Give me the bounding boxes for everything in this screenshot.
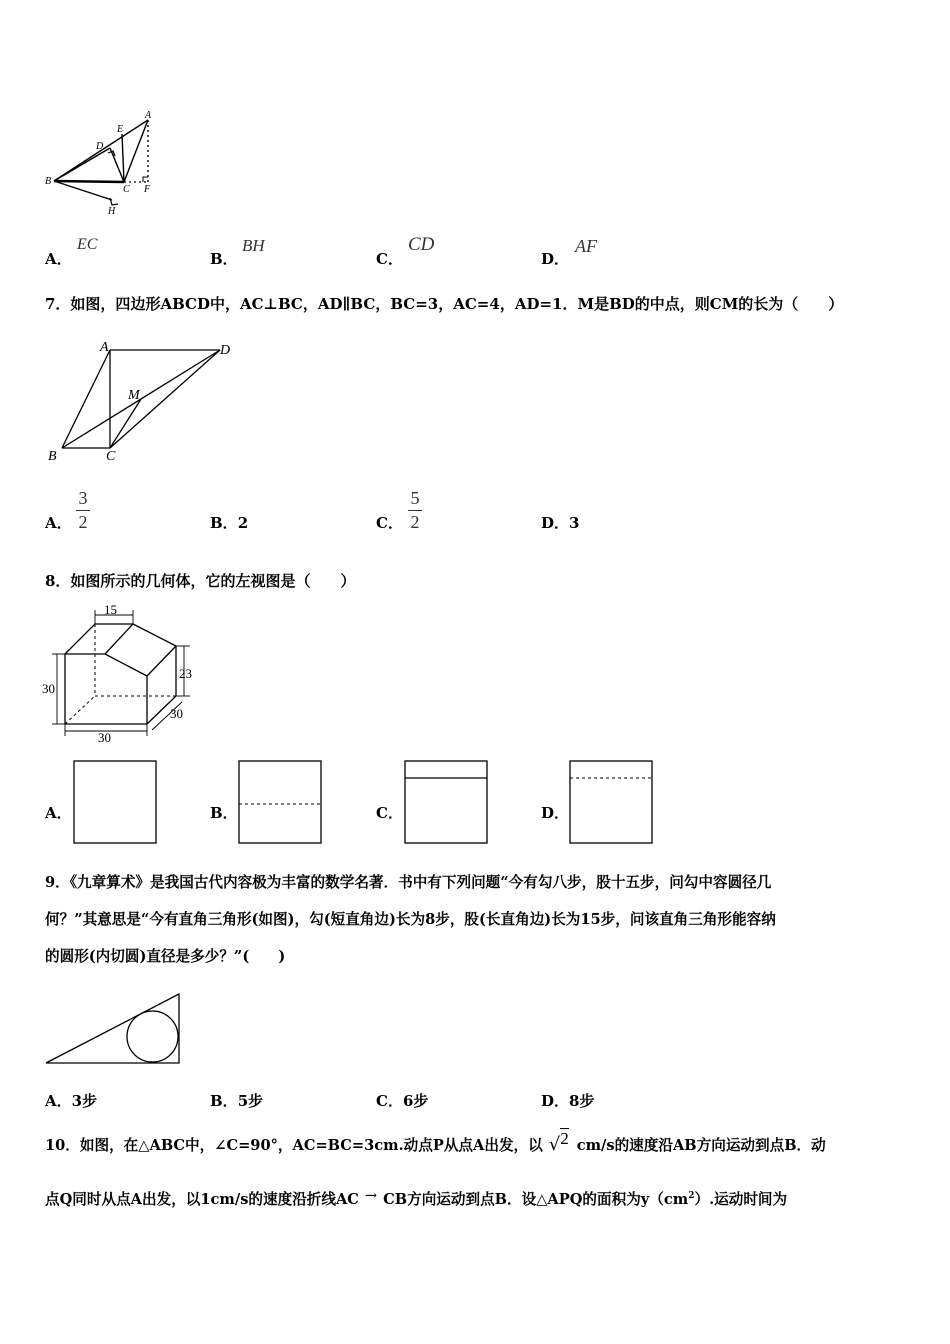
q8-dim-left: 30	[42, 681, 55, 696]
q7-option-c[interactable]	[376, 488, 476, 536]
q8-option-a-view	[73, 760, 159, 846]
q6-option-d-value: AF	[575, 236, 597, 256]
q9-option-b-value: 5步	[237, 1092, 264, 1110]
q8-option-b[interactable]	[210, 760, 325, 846]
q8-dim-top: 15	[104, 602, 117, 617]
q6-option-b-letter: B．	[210, 250, 238, 268]
q7-option-b-value: 2	[237, 514, 249, 532]
q8-option-c-letter: C．	[376, 804, 403, 822]
q6-label-e: E	[117, 124, 124, 135]
q6-label-h: H	[108, 206, 116, 217]
q8-option-a[interactable]	[45, 760, 160, 846]
q6-label-d: D	[96, 141, 104, 152]
q6-label-b: B	[45, 176, 52, 187]
q10-line2-start: 点Q同时从点A出发，以1cm/s的速度沿折线AC	[45, 1190, 359, 1208]
q9-figure	[44, 990, 184, 1066]
q8-dim-right: 23	[179, 666, 192, 681]
q9-option-d-letter: D．	[541, 1092, 570, 1110]
q6-option-b-value: BH	[242, 236, 265, 255]
q8-option-d-view	[569, 760, 655, 846]
q8-option-c[interactable]	[376, 760, 491, 846]
q6-option-b[interactable]	[210, 236, 330, 268]
q6-option-a-value: EC	[77, 236, 98, 253]
q6-option-c-value: CD	[408, 234, 435, 255]
q7-option-a[interactable]	[45, 488, 145, 536]
q8-dim-depth: 30	[170, 706, 183, 721]
q8-option-d[interactable]	[541, 760, 656, 846]
q7-label-c: C	[106, 449, 116, 464]
q6-option-a[interactable]	[45, 236, 165, 268]
q6-option-c[interactable]	[376, 236, 496, 268]
q8-option-c-view	[404, 760, 490, 846]
q7-option-a-letter: A．	[45, 514, 72, 532]
q9-option-a-value: 3步	[71, 1092, 98, 1110]
q8-option-d-letter: D．	[541, 804, 570, 822]
q6-option-d-letter: D．	[541, 250, 570, 268]
q6-option-a-letter: A．	[45, 250, 72, 268]
q9-option-a[interactable]	[45, 1090, 165, 1112]
q7-option-d-value: 3	[569, 514, 580, 532]
q6-option-d[interactable]	[541, 236, 661, 268]
q7-option-b-letter: B．	[210, 514, 238, 532]
q7-label-a: A	[100, 340, 109, 355]
fraction-bar	[76, 510, 90, 511]
q10-line2-end: ）.运动时间为	[694, 1190, 788, 1208]
q9-option-c-value: 6步	[402, 1092, 429, 1110]
q8-option-b-letter: B．	[210, 804, 238, 822]
q6-label-a: A	[145, 110, 152, 121]
q6-option-c-letter: C．	[376, 250, 403, 268]
q7-label-m: M	[128, 388, 140, 403]
q9-option-b-letter: B．	[210, 1092, 238, 1110]
q7-option-d[interactable]	[541, 512, 641, 534]
q9-question-line2: 何？”其意思是“今有直角三角形(如图)，勾(短直角边)长为8步，股(长直角边)长为15步，问该直角三角形能容纳	[45, 911, 776, 928]
q10-superscript: 2	[688, 1191, 695, 1201]
q9-option-c-letter: C．	[376, 1092, 403, 1110]
q10-line1-start: 10．如图，在△ABC中，∠C=90°，AC=BC=3cm.动点P从点A出发，以	[45, 1137, 543, 1154]
q8-dim-bottom: 30	[98, 730, 111, 744]
q7-label-d: D	[220, 343, 231, 358]
q8-option-a-letter: A．	[45, 804, 72, 822]
fraction-bar	[408, 510, 422, 511]
q6-label-c: C	[123, 184, 130, 195]
q10-line1-end: cm/s的速度沿AB方向运动到点B．动	[576, 1137, 826, 1154]
sqrt-sign: √	[548, 1134, 561, 1155]
q10-question-line1	[45, 1129, 826, 1156]
q10-line2-mid: CB方向运动到点B．设△APQ的面积为y（cm	[383, 1190, 689, 1208]
q6-figure	[44, 106, 164, 221]
q7-option-c-letter: C．	[376, 514, 403, 532]
q7-option-c-fraction	[408, 488, 422, 533]
q7-question: 7．如图，四边形ABCD中，AC⊥BC，AD∥BC，BC=3，AC=4，AD=1．M是BD的中点，则CM的长为（ ）	[45, 295, 844, 313]
q10-question-line2	[45, 1186, 787, 1210]
arrow-icon: →	[364, 1186, 378, 1204]
q9-option-c[interactable]	[376, 1090, 496, 1112]
q9-question-line3: 的圆形(内切圆)直径是多少？”( )	[45, 948, 286, 965]
q7-label-b: B	[48, 449, 57, 464]
q7-option-b[interactable]	[210, 512, 310, 534]
q9-option-d[interactable]	[541, 1090, 661, 1112]
q7-option-a-numerator: 3	[78, 488, 88, 508]
q9-option-b[interactable]	[210, 1090, 330, 1112]
q7-option-c-denominator: 2	[410, 512, 420, 532]
q7-figure	[44, 336, 244, 466]
q8-option-b-view	[238, 760, 324, 846]
q6-label-f: F	[144, 184, 151, 195]
q7-option-a-denominator: 2	[78, 512, 88, 532]
q8-question: 8．如图所示的几何体，它的左视图是（ ）	[45, 572, 356, 590]
q7-option-d-letter: D．	[541, 514, 570, 532]
q9-option-d-value: 8步	[569, 1092, 595, 1110]
q7-option-a-fraction	[76, 488, 90, 533]
q8-figure	[42, 602, 202, 744]
q7-option-c-numerator: 5	[410, 488, 420, 508]
q9-option-a-letter: A．	[45, 1092, 72, 1110]
q10-sqrt-value: 2	[560, 1129, 569, 1148]
q9-question-line1: 9．《九章算术》是我国古代内容极为丰富的数学名著．书中有下列问题“今有勾八步，股十五步，问勾中容圆径几	[45, 874, 772, 891]
